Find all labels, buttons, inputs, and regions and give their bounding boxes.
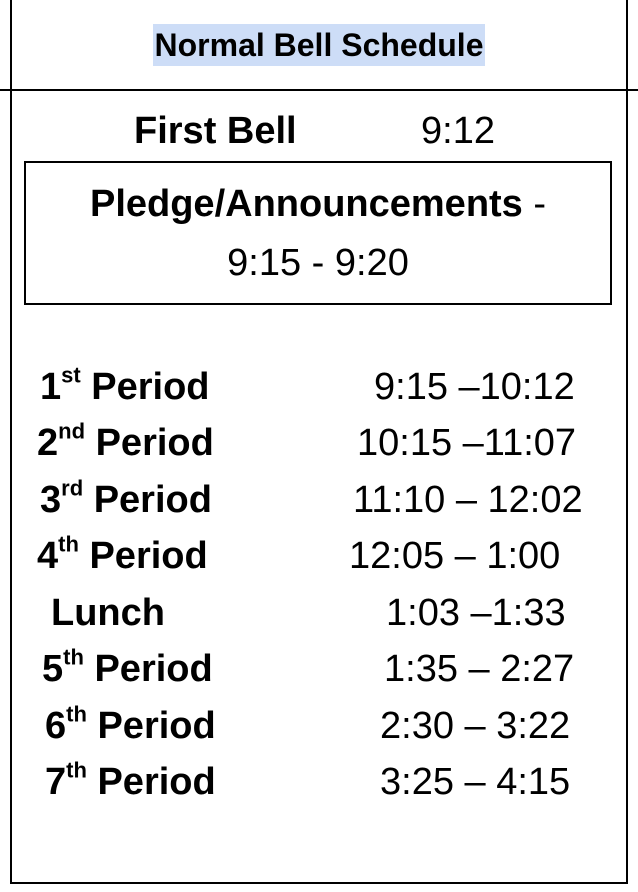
period-word: Period [83,648,213,690]
period-ordinal-suffix: nd [58,418,86,444]
period-ordinal-suffix: th [58,531,79,557]
period-5-time: 1:35 – 2:27 [384,648,575,690]
period-number: 1 [40,366,62,408]
lunch-label: Lunch [51,592,165,634]
period-7-label [45,759,216,805]
period-word: Period [86,705,216,747]
period-ordinal-suffix: rd [61,475,84,501]
header-cell [12,0,626,89]
pledge-label: Pledge/Announcements [89,183,523,225]
pledge-dash: - [522,183,547,225]
period-ordinal-suffix: th [66,757,87,783]
first-bell-time: 9:12 [421,110,495,152]
period-number: 4 [37,535,59,577]
period-3-time: 11:10 – 12:02 [353,479,583,521]
period-number: 6 [45,705,67,747]
pledge-time: 9:15 - 9:20 [227,242,409,284]
period-3-label [40,477,212,523]
period-word: Period [78,535,208,577]
period-word: Period [85,422,214,464]
period-6-time: 2:30 – 3:22 [380,705,571,747]
period-5-label [42,646,213,692]
period-word: Period [80,366,210,408]
period-ordinal-suffix: st [61,362,81,388]
period-4-label [37,533,208,579]
period-word: Period [83,479,212,521]
schedule-title: Normal Bell Schedule [153,24,486,66]
pledge-line [26,181,610,227]
period-2-time: 10:15 –11:07 [357,422,577,464]
first-bell-label: First Bell [134,110,297,152]
period-2-label [37,420,214,466]
period-number: 5 [42,648,64,690]
period-ordinal-suffix: th [66,701,87,727]
period-number: 3 [40,479,62,521]
period-number: 7 [45,761,67,803]
pledge-box [24,161,612,305]
period-1-label [40,364,210,410]
period-1-time: 9:15 –10:12 [374,366,575,408]
period-6-label [45,703,216,749]
lunch-time: 1:03 –1:33 [386,592,566,634]
period-7-time: 3:25 – 4:15 [380,761,571,803]
period-4-time: 12:05 – 1:00 [349,535,561,577]
period-number: 2 [37,422,59,464]
period-word: Period [86,761,216,803]
header-divider [0,89,638,91]
period-ordinal-suffix: th [63,644,84,670]
